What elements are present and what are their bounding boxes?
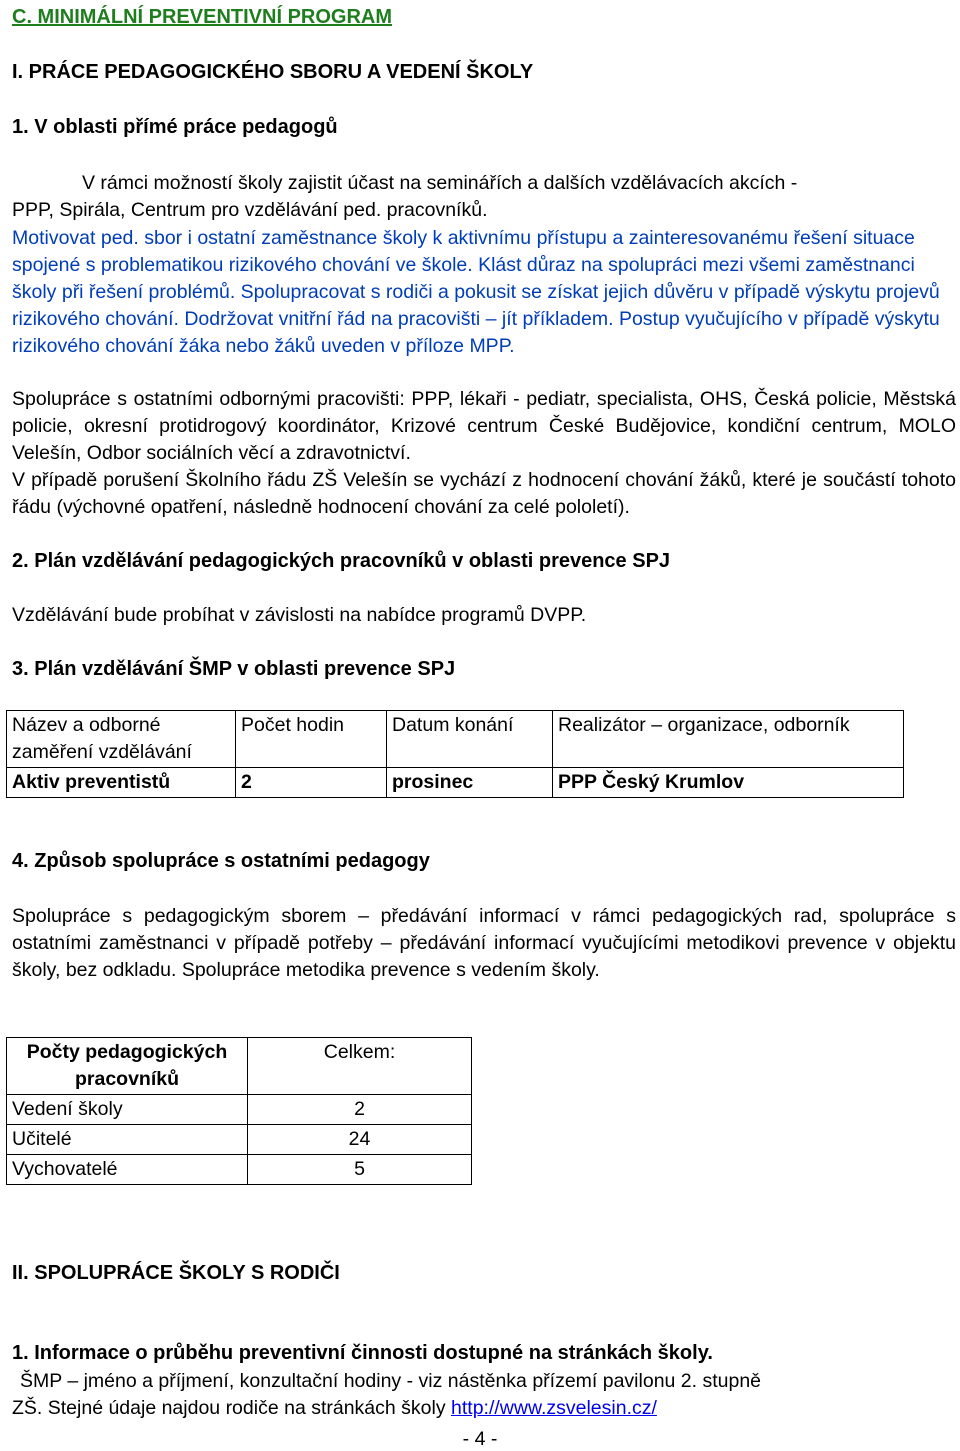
table-header-row [7, 711, 904, 768]
smp-education-table [6, 710, 904, 798]
section-2-subsection-1-title: 1. Informace o průběhu preventivní činnosti dostupné na stránkách školy. [12, 1342, 713, 1364]
table-header-cell: Realizátor – organizace, odborník [553, 711, 904, 768]
subsection-2-title: 2. Plán vzdělávání pedagogických pracovníků v oblasti prevence SPJ [12, 550, 671, 572]
table-cell: Aktiv preventistů [7, 768, 236, 798]
table-row [7, 1095, 472, 1125]
subsection-1-paragraph-3: Spolupráce s ostatními odbornými pracovišti: PPP, lékaři - pediatr, specialista, OHS, Česká policie, Městská policie, okresní protidrogový koordinátor, Krizové centrum České Budějovice, kondiční centrum, MOLO Velešín, Odbor sociálních věcí a zdravotnictví. [12, 388, 956, 464]
table-header-cell: Počet hodin [236, 711, 387, 768]
school-website-link[interactable]: http://www.zsvelesin.cz/ [451, 1397, 657, 1419]
table-row [7, 1125, 472, 1155]
subsection-text-line-2 [12, 1395, 956, 1422]
table-header-cell: Počty pedagogických pracovníků [7, 1038, 248, 1095]
table-header-cell: Datum konání [387, 711, 553, 768]
table-header-cell: Celkem: [248, 1038, 472, 1095]
table-cell: prosinec [387, 768, 553, 798]
table-cell: 2 [236, 768, 387, 798]
subsection-4-title: 4. Způsob spolupráce s ostatními pedagogy [12, 850, 430, 872]
table-cell: Vedení školy [7, 1095, 248, 1125]
table-cell: PPP Český Krumlov [553, 768, 904, 798]
table-cell: 24 [248, 1125, 472, 1155]
staff-count-table [6, 1037, 472, 1185]
table-cell: Vychovatelé [7, 1155, 248, 1185]
subsection-3-title: 3. Plán vzdělávání ŠMP v oblasti prevence SPJ [12, 658, 456, 680]
subsection-1-title: 1. V oblasti přímé práce pedagogů [12, 116, 338, 138]
paragraph-2-part-1: Motivovat ped. sbor i ostatní zaměstnance školy k aktivnímu přístupu a zainteresovanému řešení situace spojené s problematikou rizikového chování ve škole. Klást důraz na spolupráci mezi všemi zaměstnanci školy při řešení problémů. Spolupracovat s rodiči a pokusit se získat jejich důvěru v případě výskytu projevů rizikového chování. Dodržovat vnitřní řád na pracovišti – jít příkladem. [12, 227, 940, 330]
section-2-title: II. SPOLUPRÁCE ŠKOLY S RODIČI [12, 1262, 340, 1284]
subsection-2-text: Vzdělávání bude probíhat v závislosti na nabídce programů DVPP. [12, 604, 587, 626]
paragraph-1-line-1: V rámci možností školy zajistit účast na seminářích a dalších vzdělávacích akcích - [82, 172, 798, 194]
section-1-title: I. PRÁCE PEDAGOGICKÉHO SBORU A VEDENÍ ŠKOLY [12, 61, 534, 83]
paragraph-1-line-2: PPP, Spirála, Centrum pro vzdělávání ped. pracovníků. [12, 199, 488, 221]
table-header-row [7, 1038, 472, 1095]
table-cell: 5 [248, 1155, 472, 1185]
subsection-1-paragraph-4: V případě porušení Školního řádu ZŠ Velešín se vychází z hodnocení chování žáků, které je součástí tohoto řádu (výchovné opatření, následně hodnocení chování za celé pololetí). [12, 469, 956, 518]
section-2-subsection-1-text [12, 1368, 956, 1422]
table-cell: Učitelé [7, 1125, 248, 1155]
table-row [7, 1155, 472, 1185]
document-heading: C. MINIMÁLNÍ PREVENTIVNÍ PROGRAM [12, 6, 393, 28]
subsection-1-paragraph-1 [12, 170, 956, 224]
subsection-text-line-1: ŠMP – jméno a příjmení, konzultační hodiny - viz nástěnka přízemí pavilonu 2. stupně [20, 1370, 762, 1392]
subsection-4-text: Spolupráce s pedagogickým sborem – předávání informací v rámci pedagogických rad, spolupráce s ostatními zaměstnanci v případě potřeby – předávání informací vyučujícími metodikovi prevence v objektu školy, bez odkladu. Spolupráce metodika prevence s vedením školy. [12, 905, 956, 981]
subsection-text-line-2-label: ZŠ. Stejné údaje najdou rodiče na stránkách školy [12, 1397, 452, 1419]
subsection-1-paragraph-2 [12, 225, 956, 360]
paragraph-2-part-2: Postup vyučujícího v případě výskytu rizikového chování žáka nebo žáků uveden v příloze MPP. [12, 308, 940, 357]
page-number: - 4 - [462, 1428, 498, 1450]
table-cell: 2 [248, 1095, 472, 1125]
table-row [7, 768, 904, 798]
table-header-cell: Název a odborné zaměření vzdělávání [7, 711, 236, 768]
